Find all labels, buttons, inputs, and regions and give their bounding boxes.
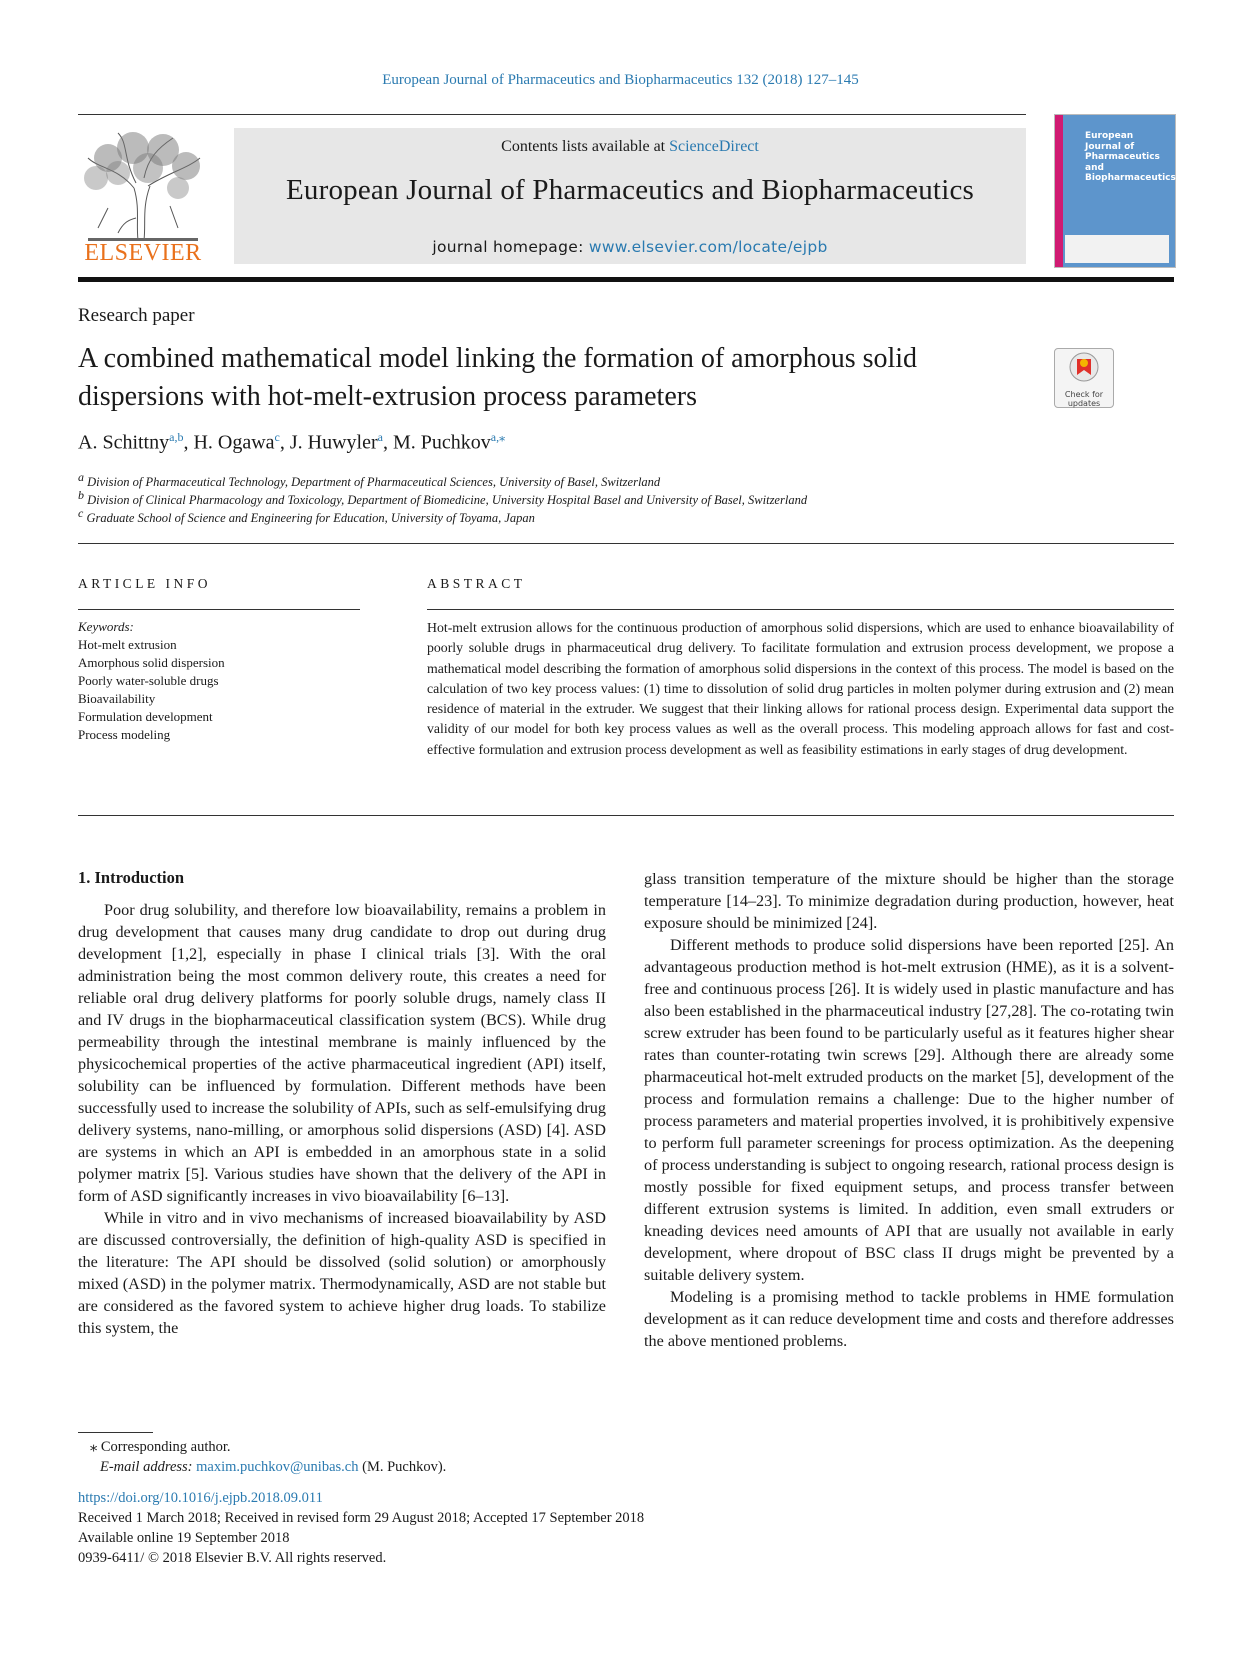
author-list: A. Schittny$^{a,b}$, H. Ogawa$^c$, J. Huwyler$^a$, M. Puchkov$^{a,⁎}$ — [78, 430, 506, 454]
author-name: M. Puchkov — [392, 431, 491, 454]
body-column-right — [644, 868, 1174, 1352]
body-paragraph: Modeling is a promising method to tackle problems in HME formulation development as it can reduce development time and costs and therefore addresses the above mentioned problems. — [644, 1288, 1174, 1350]
sciencedirect-link[interactable]: ScienceDirect — [669, 138, 759, 155]
keyword: Hot-melt extrusion — [78, 637, 177, 652]
keyword: Bioavailability — [78, 691, 156, 706]
abstract-rule — [427, 609, 1174, 610]
affiliation-rule — [78, 543, 1174, 544]
article-title: A combined mathematical model linking the formation of amorphous solid dispersions with hot-melt-extrusion process parameters — [78, 343, 918, 412]
copyright: 0939-6411/ © 2018 Elsevier B.V. All rights reserved. — [78, 1550, 387, 1566]
email-link[interactable]: maxim.puchkov@unibas.ch — [196, 1459, 359, 1475]
keyword: Poorly water-soluble drugs — [78, 673, 219, 688]
affiliation-a: $^a$ Division of Pharmaceutical Technology, Department of Pharmaceutical Sciences, University of Basel, Switzerland — [78, 470, 661, 490]
contents-line: Contents lists available at ScienceDirect — [501, 138, 759, 155]
body-paragraph: While in vitro and in vivo mechanisms of increased bioavailability by ASD are discussed controversially, the definition of high-quality ASD is specified in the literature: The API should be dissolved (solid solution) or amorphously mixed (ASD) in the polymer matrix. Thermodynamically, ASD are not stable but are considered as the favored system to achieve higher drug loads. To stabilize this system, the — [78, 1209, 606, 1337]
abstract-heading: ABSTRACT — [427, 576, 526, 591]
abstract-text: Hot-melt extrusion allows for the continuous production of amorphous solid dispersions, which are used to enhance bioavailability of poorly soluble drugs in pharmaceutical drug delivery. To facilitate formulation and extrusion process development, we propose a mathematical model describing the formation of amorphous solid dispersions in the context of this process. The model is based on the calculation of two key process values: (1) time to dissolution of solid drug particles in molten polymer during extrusion and (2) mean residence of material in the extruder. We suggest that their linking allows for rational process design. Experimental data support the validity of our model for both key process values as well as the overall process. This modeling approach allows for fast and cost-effective formulation and extrusion process development as well as feasibility estimations in early stages of drug development. — [427, 620, 1174, 757]
header-rule — [78, 114, 1026, 115]
article-type: Research paper — [78, 305, 195, 326]
crossmark-label: Check for updates — [1064, 390, 1104, 408]
header-thick-rule — [78, 277, 1174, 282]
abstract-bottom-rule — [78, 815, 1174, 816]
homepage-line: journal homepage: www.elsevier.com/locate/ejpb — [432, 238, 828, 256]
body-column-left — [78, 899, 606, 1339]
journal-title: European Journal of Pharmaceutics and Biopharmaceutics — [285, 174, 975, 206]
body-paragraph: Poor drug solubility, and therefore low bioavailability, remains a problem in drug development that causes many drug candidate to drop out during drug development [1,2], especially in phase I clinical trials [3]. With the oral administration being the most common delivery route, this creates a need for reliable oral drug delivery platforms for poorly soluble drugs, namely class II and IV drugs in the biopharmaceutical classification system (BCS). While drug permeability through the intestinal membrane is mainly influenced by the physicochemical properties of the active pharmaceutical ingredient (API) itself, solubility can be influenced by formulation. Different methods have been successfully used to increase the solubility of APIs, such as self-emulsifying drug delivery systems, nano-milling, or amorphous solid dispersions (ASD) [4]. ASD are systems in which an API is embedded in an amorphous state in a solid polymer matrix [5]. Various studies have shown that the delivery of the API in form of ASD significantly increases in vivo bioavailability [6–13]. — [78, 901, 606, 1205]
author-affiliation-mark[interactable]: a — [377, 430, 383, 444]
elsevier-wordmark: ELSEVIER — [84, 240, 202, 266]
online-date: Available online 19 September 2018 — [78, 1530, 290, 1546]
keyword: Formulation development — [78, 709, 213, 724]
journal-cover-image[interactable] — [1054, 114, 1176, 268]
cover-stripe — [1055, 115, 1063, 267]
cover-footer — [1065, 235, 1169, 263]
check-for-updates-button[interactable] — [1054, 348, 1114, 408]
footnote-rule — [78, 1432, 153, 1433]
journal-masthead — [234, 128, 1026, 264]
author-affiliation-mark[interactable]: a,⁎ — [490, 430, 506, 444]
email-line: E-mail address: maxim.puchkov@unibas.ch (M. Puchkov). — [100, 1459, 447, 1475]
affiliation-c: $^c$ Graduate School of Science and Engineering for Education, University of Toyama, Japan — [78, 506, 535, 526]
body-paragraph: Different methods to produce solid dispersions have been reported [25]. An advantageous production method is hot-melt extrusion (HME), as it is a solvent-free and continuous process [26]. It is widely used in plastic manufacture and has also been established in the pharmaceutical industry [27,28]. The co-rotating twin screw extruder has been found to be particularly useful as it features higher shear rates than counter-rotating twin screws [29]. Although there are already some pharmaceutical hot-melt extruded products on the market [5], development of the process and formulation remains a challenge: Due to the higher number of process parameters and material properties involved, it is prohibitively expensive to perform full parameter screenings for process optimization. As the deepening of process understanding is subject to ongoing research, rational process design is mostly possible for fixed equipment setups, and process transfer between different extrusion systems is limited. In addition, even small extruders or kneading devices need amounts of API that are usually not available in early development, where dropout of BSC class II drugs might be prevented by a suitable delivery system. — [644, 936, 1174, 1284]
publication-info — [78, 1488, 644, 1568]
keywords-label: Keywords: — [78, 619, 134, 634]
body-paragraph: glass transition temperature of the mixture should be higher than the storage temperature [14–23]. To minimize degradation during production, however, heat exposure should be minimized [24]. — [644, 870, 1174, 932]
author-affiliation-mark[interactable]: c — [274, 430, 280, 444]
homepage-link[interactable]: www.elsevier.com/locate/ejpb — [588, 238, 828, 256]
article-info-rule — [78, 609, 360, 610]
article-info-heading: ARTICLE INFO — [78, 576, 212, 591]
author-name: A. Schittny — [78, 431, 170, 454]
crossmark-icon — [1055, 349, 1113, 385]
keyword: Amorphous solid dispersion — [78, 655, 225, 670]
affiliation-b: $^b$ Division of Clinical Pharmacology and Toxicology, Department of Biomedicine, University Hospital Basel and University of Basel, Switzerland — [78, 488, 808, 508]
author-name: H. Ogawa — [193, 431, 275, 454]
doi-link[interactable]: https://doi.org/10.1016/j.ejpb.2018.09.011 — [78, 1490, 323, 1506]
elsevier-logo — [78, 128, 208, 266]
cover-title: European Journal of Pharmaceutics and Biopharmaceutics — [1085, 131, 1176, 183]
journal-citation[interactable]: European Journal of Pharmaceutics and Biopharmaceutics 132 (2018) 127–145 — [382, 72, 859, 88]
section-heading: 1. Introduction — [78, 868, 185, 887]
keyword: Process modeling — [78, 727, 171, 742]
keywords-block — [78, 618, 225, 744]
corresponding-author-note: ⁎ Corresponding author. E-mail address: maxim.puchkov@unibas.ch (M. Puchkov). — [90, 1439, 447, 1475]
author-name: J. Huwyler — [289, 431, 378, 454]
author-affiliation-mark[interactable]: a,b — [169, 430, 184, 444]
received-dates: Received 1 March 2018; Received in revised form 29 August 2018; Accepted 17 September 2018 — [78, 1510, 645, 1526]
